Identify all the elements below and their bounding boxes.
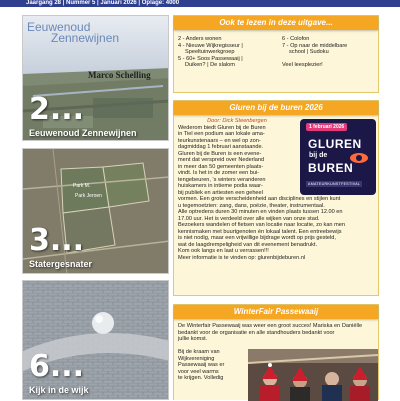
article-line: te krijgen. Volledig (178, 375, 224, 381)
logo-line1: GLUREN (308, 137, 362, 151)
feature-card-zennewijnen[interactable] (22, 15, 169, 141)
photo-title-line1: Eeuwenoud (27, 20, 91, 34)
contents-item: 2 - Anders wonen (178, 36, 222, 42)
contents-item: school | Sudoku (289, 49, 329, 55)
gluren-article-bottom (178, 196, 377, 261)
feature-card-kijk-in-de-wijk[interactable] (22, 280, 169, 400)
logo-eye-icon (356, 155, 362, 161)
feature-caption-kijk-in-de-wijk: Kijk in de wijk (29, 385, 89, 395)
contents-item: Speeltuinwerkgroep (185, 49, 235, 55)
article-line: Gluren bij de Buren is een evene- (178, 150, 262, 157)
article-line: bij publiek en artiesten een geheel (178, 189, 263, 196)
article-line: jullie komst. (178, 336, 208, 342)
article-line: Wederom biedt Gluren bij de Buren (178, 124, 266, 131)
logo-subtitle: AMATEURKUNSTFESTIVAL (308, 182, 361, 186)
gluren-article-top (178, 118, 296, 196)
article-line: dagmiddag 1 februari aanstaande. (178, 144, 264, 150)
page-number-6: 6... (29, 349, 85, 384)
article-link-line[interactable]: Meer informatie is te vinden op: glurenbijdeburen.nl (178, 254, 306, 261)
photo-author: Marco Schelling (88, 70, 151, 80)
logo-line2: bij de (309, 152, 328, 159)
page-number-3: 3... (29, 223, 85, 258)
contents-item: Duiken? | De slalom (185, 62, 235, 68)
article-line: vindt. Is het in de zomer een bui- (178, 170, 260, 176)
article-line: Passewaaij was er (178, 362, 225, 368)
article-line: is niet nodig, maar een vrijwillige bijdrage wordt op prijs gesteld, (178, 235, 336, 241)
contents-box-title: Ook te lezen in deze uitgave... (174, 16, 378, 30)
contents-closing: Veel leesplezier! (282, 62, 323, 68)
winterfair-photo (248, 349, 378, 401)
feature-caption-zennewijnen: Eeuwenoud Zennewijnen (29, 128, 137, 138)
winterfair-article-top (178, 323, 377, 343)
gluren-logo (300, 119, 376, 195)
winterfair-article-bottom (178, 349, 244, 382)
article-line: Bezoekers wandelen of fietsen van locatie naar locatie, zo kan men (178, 222, 345, 228)
article-line: De Winterfair Passewaaij was weer een groot succes! Mariska en Daniëlle (178, 323, 363, 329)
photo-title-line2: Zennewijnen (51, 31, 120, 45)
article-line: vormen. Een grote verscheidenheid aan disciplines en stijlen kunt (178, 196, 341, 202)
gluren-box (173, 100, 379, 296)
contents-list-left (178, 36, 278, 69)
article-line: wat de laagdrempeligheid van dit evenement benadrukt. (178, 241, 318, 248)
article-line: Kom ook langs en laat u verrassen!!! (178, 248, 269, 254)
article-line: huiskamers in intieme podia waar- (178, 183, 263, 189)
article-line: voor veel warms (178, 368, 219, 375)
map-label-1: Park M. (73, 183, 91, 189)
contents-item: 7 - Op naar de middelbare (282, 42, 348, 49)
contents-box (173, 15, 379, 93)
gluren-author: Door: Dick Steenbergen (207, 118, 267, 124)
article-line: Alle optredens duren 30 minuten en vinden plaats tussen 12.00 en (178, 209, 343, 215)
issue-header-bar (0, 0, 400, 7)
article-line: Bij de kraam van (178, 349, 220, 355)
article-line: bedankt voor de organisatie en alle standhouders bedankt voor (178, 329, 335, 336)
contents-item: 4 - Nieuwe Wijkregisseur | (178, 42, 243, 49)
article-line: u tegemoetzien: zang, dans, poëzie, theater, instrumentaal. (178, 202, 325, 209)
logo-line3: BUREN (308, 161, 354, 175)
feature-card-statergesnater[interactable] (22, 148, 169, 274)
contents-list-right (282, 36, 378, 69)
article-line: tengebeuren, 's winters veranderen (178, 176, 266, 183)
article-line: kennismaken met buurtgenoten én lokaal talent. Een entreebewijs (178, 228, 342, 235)
logo-date: 1 februari 2026 (306, 123, 347, 131)
article-line: teurkunstenaars – en wel op zon- (178, 137, 261, 144)
page-number-2: 2... (29, 92, 85, 127)
issue-meta: Jaargang 28 | Nummer 5 | Januari 2026 | Oplage: 4000 (26, 0, 180, 6)
winterfair-box-title: WinterFair Passewaaij (174, 305, 378, 319)
gluren-box-title: Gluren bij de buren 2026 (174, 101, 378, 115)
contents-item: 5 - 60+ Soos Passewaaij | (178, 55, 243, 62)
article-line: ment dat verspreid over Nederland (178, 157, 265, 163)
feature-caption-statergesnater: Statergesnater (29, 259, 93, 269)
article-line: 17.00 uur. Het is verdeeld over alle wijken van onze stad. (178, 215, 320, 222)
article-line: in Tiel een podium aan lokale ama- (178, 131, 265, 137)
article-line: Wijkvereniging (178, 355, 215, 362)
winterfair-box (173, 304, 379, 400)
article-line: in meer dan 50 gemeenten plaats- (178, 163, 264, 170)
contents-item: 6 - Colofon (282, 36, 310, 42)
map-label-2: Park Jeroen (75, 193, 102, 199)
